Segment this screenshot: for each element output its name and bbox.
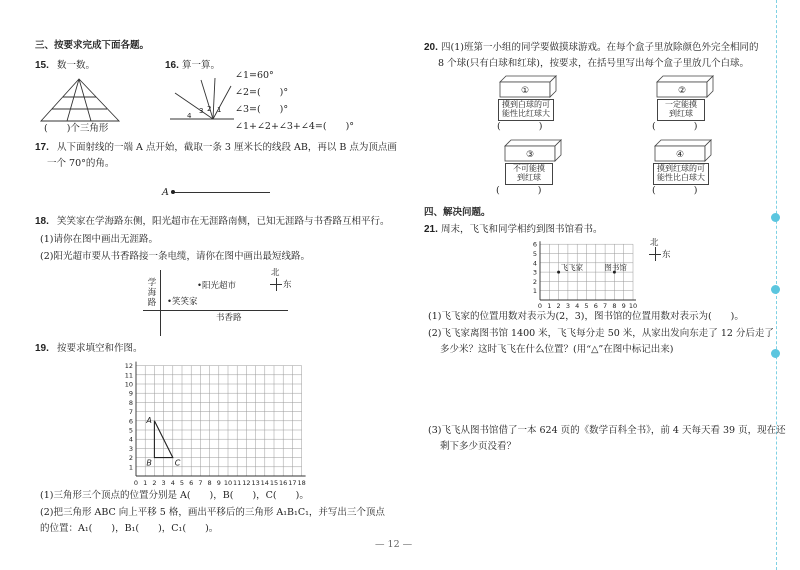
q17-endpoint xyxy=(171,190,175,194)
x-tick-label: 8 xyxy=(612,302,617,310)
y-tick-label: 3 xyxy=(532,268,537,277)
q17-text: 从下面射线的一端 A 点开始，截取一条 3 厘米长的线段 AB，再以 B 点为顶点画 xyxy=(57,142,397,153)
q18-sub2: (2)阳光超市要从书香路接一条电缆，请你在图中画出最短线路。 xyxy=(40,251,310,262)
svg-text:④: ④ xyxy=(675,150,685,160)
x-tick-label: 4 xyxy=(170,479,175,487)
x-tick-label: 3 xyxy=(161,479,166,487)
y-tick-label: 8 xyxy=(128,398,133,407)
compass-east: 东 xyxy=(283,280,292,290)
x-tick-label: 7 xyxy=(603,302,608,310)
q18-sub1: (1)请你在图中画出无涯路。 xyxy=(40,234,158,245)
q19-prompt: 按要求填空和作图。 xyxy=(57,343,143,354)
y-tick-label: 6 xyxy=(128,417,133,426)
y-tick-label: 7 xyxy=(128,408,133,417)
yangguang-market: •阳光超市 xyxy=(197,281,237,291)
compass-horizontal xyxy=(270,284,282,285)
x-tick-label: 5 xyxy=(584,302,589,310)
binding-dot xyxy=(771,285,780,294)
q19-sub3: 的位置：A₁( )，B₁( )，C₁( )。 xyxy=(40,523,219,534)
x-tick-label: 9 xyxy=(216,479,221,487)
q18-number: 18. xyxy=(35,216,49,227)
vertex-label: B xyxy=(146,458,152,468)
angle-label: 3 xyxy=(199,107,204,115)
y-tick-label: 6 xyxy=(532,240,537,249)
q15-answer: ( )个三角形 xyxy=(44,123,109,134)
x-tick-label: 10 xyxy=(628,302,638,310)
y-tick-label: 1 xyxy=(128,463,133,472)
x-tick-label: 13 xyxy=(251,479,260,487)
compass-north: 北 xyxy=(271,268,280,278)
q20-text: 四(1)班第一小组的同学要做摸球游戏。在每个盒子里放除颜色外完全相同的 xyxy=(441,42,759,53)
section-4-heading: 四、解决问题。 xyxy=(424,207,491,218)
q15-number: 15. xyxy=(35,60,49,71)
y-tick-label: 11 xyxy=(124,371,133,380)
x-tick-label: 1 xyxy=(547,302,552,310)
section-3-heading: 三、按要求完成下面各题。 xyxy=(35,40,150,51)
x-tick-label: 18 xyxy=(297,479,306,487)
x-tick-label: 2 xyxy=(152,479,157,487)
home-label: 飞飞家 xyxy=(560,263,584,273)
page-number: — 12 — xyxy=(375,539,413,550)
y-tick-label: 10 xyxy=(124,380,133,389)
vertex-label: A xyxy=(146,415,152,425)
x-tick-label: 7 xyxy=(198,479,203,487)
x-tick-label: 8 xyxy=(207,479,212,487)
q16-line: ∠2=( )° xyxy=(235,87,289,98)
x-tick-label: 6 xyxy=(189,479,194,487)
q21-sub3: (3)飞飞从图书馆借了一本 624 页的《数学百科全书》，前 4 天每天看 39 页，现在还 xyxy=(428,425,786,436)
x-tick-label: 10 xyxy=(223,479,233,487)
q18-text: 笑笑家在学海路东侧，阳光超市在无涯路南侧，已知无涯路与书香路互相平行。 xyxy=(57,216,390,227)
q19-sub2: (2)把三角形 ABC 向上平移 5 格，画出平移后的三角形 A₁B₁C₁，并写出三个顶点 xyxy=(40,507,385,518)
x-tick-label: 4 xyxy=(575,302,580,310)
q16-line: ∠1=60° xyxy=(235,70,274,81)
y-tick-label: 4 xyxy=(128,435,133,444)
q17-number: 17. xyxy=(35,142,49,153)
x-tick-label: 3 xyxy=(565,302,570,310)
y-tick-label: 9 xyxy=(128,389,133,398)
y-tick-label: 5 xyxy=(532,250,537,258)
q21-compass-horizontal xyxy=(649,254,661,255)
x-tick-label: 1 xyxy=(143,479,148,487)
q20-text: 8 个球(只有白球和红球)，按要求，在括号里写出每个盒子里放几个白球。 xyxy=(438,58,749,69)
library-label: 图书馆 xyxy=(604,263,627,273)
binding-dot xyxy=(771,213,780,222)
q15-triangle-figure xyxy=(40,78,120,123)
road-shuxiang-label: 书香路 xyxy=(216,313,242,323)
q20-number: 20. xyxy=(424,42,438,53)
x-tick-label: 9 xyxy=(621,302,626,310)
x-tick-label: 0 xyxy=(537,302,543,310)
y-tick-label: 5 xyxy=(128,426,133,435)
svg-text:③: ③ xyxy=(525,150,535,160)
x-tick-label: 5 xyxy=(179,479,185,487)
road-xuehai-label: 学 海 路 xyxy=(147,278,157,308)
q16-number: 16. xyxy=(165,60,179,71)
q21-sub2: 多少米？这时飞飞在什么位置？(用“△”在图中标记出来) xyxy=(440,344,674,355)
q21-number: 21. xyxy=(424,224,438,235)
y-tick-label: 2 xyxy=(532,277,537,286)
q19-sub1: (1)三角形三个顶点的位置分别是 A( )，B( )，C( )。 xyxy=(40,490,309,501)
vertex-label: C xyxy=(174,458,181,468)
svg-text:②: ② xyxy=(677,86,687,96)
x-tick-label: 16 xyxy=(279,479,288,487)
y-tick-label: 4 xyxy=(532,259,537,268)
x-tick-label: 6 xyxy=(593,302,598,310)
y-tick-label: 12 xyxy=(124,362,133,371)
binding-dot xyxy=(771,349,780,358)
x-tick-label: 0 xyxy=(133,479,139,487)
x-tick-label: 15 xyxy=(269,479,279,487)
y-tick-label: 1 xyxy=(532,287,537,296)
q16-prompt: 算一算。 xyxy=(182,60,221,71)
road-xuehai xyxy=(160,270,161,336)
angle-label: 2 xyxy=(207,105,212,113)
x-tick-label: 12 xyxy=(242,479,251,487)
x-tick-label: 2 xyxy=(556,302,561,310)
q21-sub2: (2)飞飞家离图书馆 1400 米，飞飞每分走 50 米，从家出发向东走了 12 分后走了 xyxy=(428,328,774,339)
xiaoxiao-home: •笑笑家 xyxy=(167,297,198,307)
q16-line: ∠3=( )° xyxy=(235,104,289,115)
svg-text:①: ① xyxy=(520,86,530,96)
q21-grid xyxy=(530,240,640,308)
q15-prompt: 数一数。 xyxy=(57,60,96,71)
angle-label: 1 xyxy=(217,106,222,114)
y-tick-label: 2 xyxy=(128,454,133,463)
x-tick-label: 14 xyxy=(260,479,269,487)
q16-angle-figure xyxy=(170,78,235,123)
q17-point-a: A xyxy=(162,187,169,198)
q21-text: 周末，飞飞和同学相约到图书馆看书。 xyxy=(441,224,603,235)
y-tick-label: 3 xyxy=(128,444,133,453)
x-tick-label: 11 xyxy=(233,479,242,487)
q21-compass-east: 东 xyxy=(662,250,671,260)
q21-compass-north: 北 xyxy=(650,238,659,248)
q21-sub1: (1)飞飞家的位置用数对表示为(2，3)，图书馆的位置用数对表示为( )。 xyxy=(428,311,744,322)
q17-text: 一个 70°的角。 xyxy=(47,158,115,169)
q19-number: 19. xyxy=(35,343,49,354)
x-tick-label: 17 xyxy=(288,479,297,487)
q17-ray xyxy=(173,192,270,193)
q21-sub3: 剩下多少页没看？ xyxy=(440,441,517,452)
q19-grid xyxy=(125,355,320,485)
q16-line: ∠1+∠2+∠3+∠4=( )° xyxy=(235,121,355,132)
road-shuxiang xyxy=(143,310,288,311)
angle-label: 4 xyxy=(187,112,192,120)
